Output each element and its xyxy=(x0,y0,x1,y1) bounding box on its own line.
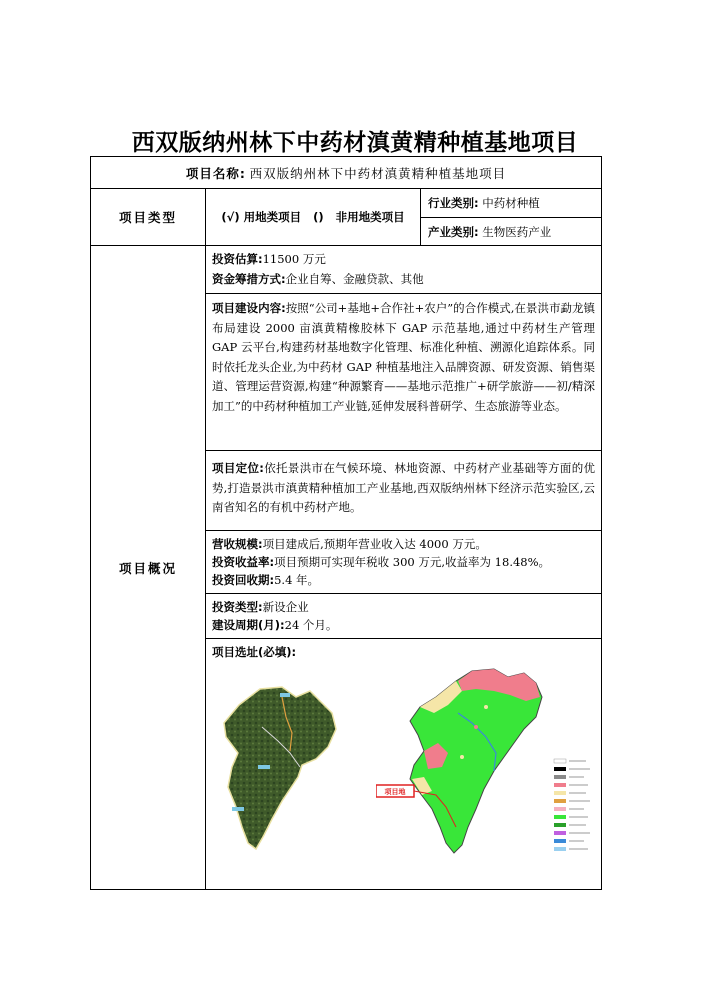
map-legend xyxy=(554,759,590,851)
payback-value: 5.4 年。 xyxy=(274,573,320,587)
construction-label: 项目建设内容: xyxy=(212,301,286,315)
site-label: 项目选址(必填): xyxy=(212,645,297,659)
industry-value: 中药材种植 xyxy=(482,196,540,210)
project-type-label: 项目类型 xyxy=(91,189,206,246)
construction-value: 按照“公司+基地+合作社+农户”的合作模式,在景洪市勐龙镇布局建设 2000 亩滇黄精橡胶林下 GAP 示范基地,通过中药材生产管理 GAP 云平台,构建药材基地数字化管理、标准化种植、溯源化追踪体系。同时依托龙头企业,为中药材 GAP 种植基地注入品牌资源、研发资源、销售渠道、管理运营资源,构建“种源繁育——基地示范推广+研学旅游——初/精深加工”的中药材种植加工产业链,延伸发展科普研学、生态旅游等业态。 xyxy=(212,301,596,413)
revenue-cell xyxy=(206,531,602,594)
investment-label: 投资估算: xyxy=(212,252,263,266)
project-name-row xyxy=(91,157,602,189)
payback-label: 投资回收期: xyxy=(212,573,275,587)
construction-cell xyxy=(206,294,602,451)
page-title: 西双版纳州林下中药材滇黄精种植基地项目 xyxy=(131,130,579,156)
period-label: 建设周期(月): xyxy=(212,618,285,632)
invest-type-value: 新设企业 xyxy=(262,600,309,614)
project-name-label: 项目名称: xyxy=(185,165,246,181)
project-table xyxy=(90,156,602,890)
investment-value: 11500 万元 xyxy=(262,252,326,266)
invest-type-cell xyxy=(206,594,602,639)
sector-label: 产业类别: xyxy=(428,224,479,239)
period-value: 24 个月。 xyxy=(284,618,338,632)
satellite-region xyxy=(224,687,336,849)
overview-label: 项目概况 xyxy=(91,246,206,890)
revenue-label: 营收规模: xyxy=(212,537,263,551)
project-name-value: 西双版纳州林下中药材滇黄精种植基地项目 xyxy=(249,165,507,181)
investment-cell xyxy=(206,246,602,294)
project-site-tag-text: 项目地 xyxy=(384,788,406,796)
site-maps xyxy=(212,661,595,889)
return-rate-value: 项目预期可实现年税收 300 万元,收益率为 18.48%。 xyxy=(274,555,551,569)
positioning-cell xyxy=(206,451,602,531)
funding-value: 企业自筹、金融贷款、其他 xyxy=(285,271,424,286)
funding-label: 资金筹措方式: xyxy=(212,271,286,286)
revenue-value: 项目建成后,预期年营业收入达 4000 万元。 xyxy=(262,537,487,551)
positioning-label: 项目定位: xyxy=(212,461,264,475)
landuse-map xyxy=(376,667,606,873)
industry-label: 行业类别: xyxy=(428,196,479,210)
invest-type-label: 投资类型: xyxy=(212,600,263,614)
return-rate-label: 投资收益率: xyxy=(212,555,275,569)
site-cell xyxy=(206,639,602,890)
sector-cell xyxy=(421,218,602,246)
industry-cell xyxy=(421,189,602,218)
sector-value: 生物医药产业 xyxy=(482,224,552,239)
positioning-value: 依托景洪市在气候环境、林地资源、中药材产业基础等方面的优势,打造景洪市滇黄精种植加工产业基地,西双版纳州林下经济示范实验区,云南省知名的有机中药材产地。 xyxy=(212,461,596,514)
project-type-value: (√) 用地类项目 () 非用地类项目 xyxy=(206,189,421,246)
